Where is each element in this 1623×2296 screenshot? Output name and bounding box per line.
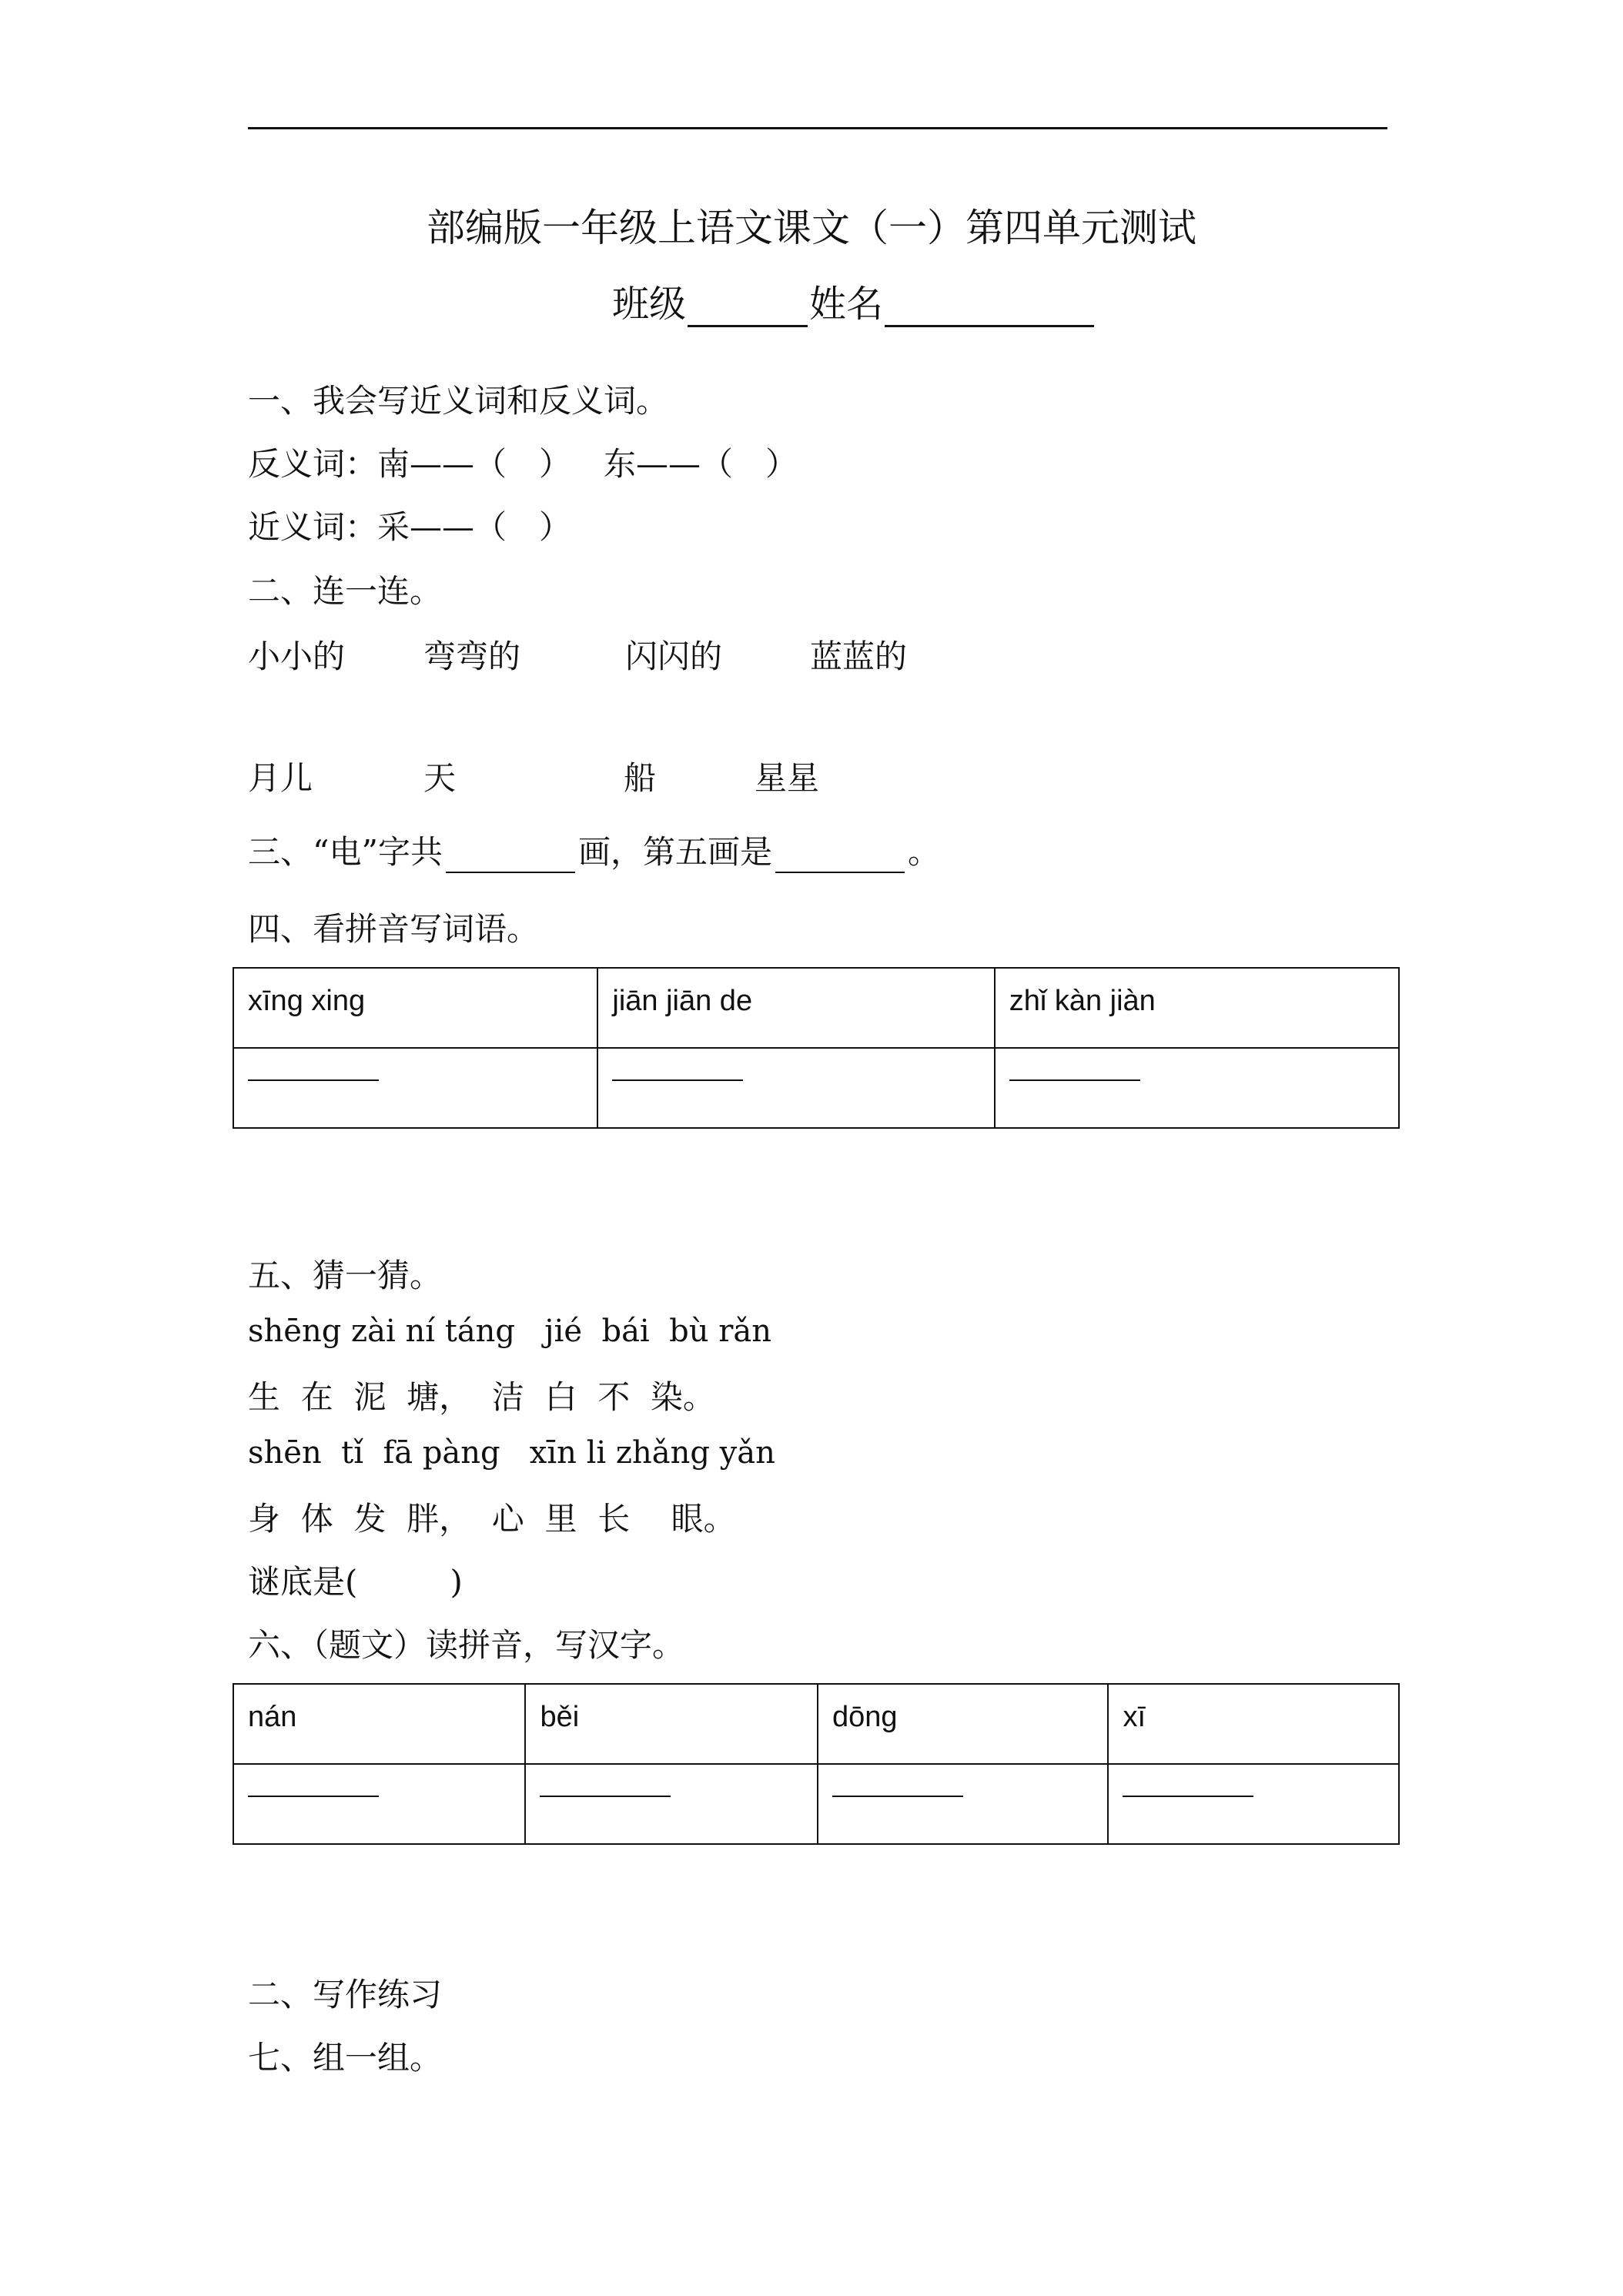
q1-antonym-label: 反义词： <box>248 445 378 483</box>
q4-pinyin: jiān jiān de <box>612 985 753 1017</box>
q1-antonym-item: 东——（ ） <box>604 445 798 483</box>
answer-line <box>248 1079 379 1081</box>
q6-pinyin: xī <box>1123 1701 1146 1733</box>
q4-heading: 四、看拼音写词语。 <box>248 910 540 948</box>
class-name-line <box>612 274 1096 327</box>
answer-line <box>248 1796 379 1797</box>
riddle-pinyin-line: shēn tǐ fā pàng xīn li zhǎng yǎn <box>248 1435 775 1471</box>
q3-line <box>248 827 940 873</box>
riddle-pinyin-line: shēng zài ní táng jié bái bù rǎn <box>248 1314 771 1349</box>
q6-pinyin: běi <box>540 1701 580 1733</box>
q3-suffix: 。 <box>907 833 940 871</box>
header-rule <box>248 127 1387 129</box>
match-word-bottom[interactable]: 月儿 <box>248 759 313 797</box>
answer-line <box>1009 1079 1140 1081</box>
answer-line <box>612 1079 743 1081</box>
q6-answer-cell[interactable] <box>1108 1764 1399 1844</box>
name-blank[interactable] <box>885 283 1094 327</box>
q6-answer-cell[interactable] <box>233 1764 525 1844</box>
answer-line <box>832 1796 963 1797</box>
q6-pinyin-cell <box>525 1684 817 1764</box>
riddle-hanzi-line: 生 在 泥 塘， 洁 白 不 染。 <box>248 1378 715 1416</box>
answer-line <box>1123 1796 1253 1797</box>
q4-pinyin-cell <box>995 968 1399 1048</box>
answer-line <box>540 1796 671 1797</box>
class-blank[interactable] <box>688 283 808 327</box>
match-word-top[interactable]: 弯弯的 <box>423 638 521 675</box>
q4-pinyin: xīng xing <box>248 985 366 1017</box>
q6-heading: 六、（题文）读拼音，写汉字。 <box>248 1626 685 1664</box>
class-label: 班级 <box>612 283 687 326</box>
q4-pinyin-cell <box>597 968 994 1048</box>
match-word-top[interactable]: 小小的 <box>248 638 346 675</box>
q3-middle: 画，第五画是 <box>577 833 772 871</box>
q7-heading: 七、组一组。 <box>248 2039 443 2077</box>
q6-pinyin-cell <box>818 1684 1109 1764</box>
match-word-bottom[interactable]: 船 <box>624 759 657 797</box>
name-label: 姓名 <box>809 283 884 326</box>
page-title: 部编版一年级上语文课文（一）第四单元测试 <box>427 206 1196 250</box>
q6-table <box>233 1683 1400 1845</box>
q1-heading: 一、我会写近义词和反义词。 <box>248 382 669 420</box>
q4-pinyin-cell <box>233 968 597 1048</box>
section-heading: 二、写作练习 <box>248 1976 443 2013</box>
q3-fifth-stroke-blank[interactable] <box>775 838 905 873</box>
q6-pinyin: nán <box>248 1701 297 1733</box>
q1-synonym-item: 采——（ ） <box>377 508 572 546</box>
riddle-hanzi-line: 身 体 发 胖， 心 里 长 眼。 <box>248 1500 736 1538</box>
match-word-bottom[interactable]: 星星 <box>755 759 820 797</box>
q1-synonym-label: 近义词： <box>248 508 378 546</box>
riddle-answer[interactable]: 谜底是( ) <box>248 1563 463 1601</box>
q4-answer-cell[interactable] <box>597 1048 994 1128</box>
q6-pinyin: dōng <box>832 1701 898 1733</box>
q6-answer-cell[interactable] <box>818 1764 1109 1844</box>
q5-heading: 五、猜一猜。 <box>248 1257 443 1294</box>
q6-pinyin-cell <box>233 1684 525 1764</box>
q4-pinyin: zhǐ kàn jiàn <box>1009 985 1156 1017</box>
q3-stroke-count-blank[interactable] <box>446 838 575 873</box>
q4-answer-cell[interactable] <box>233 1048 597 1128</box>
q4-answer-cell[interactable] <box>995 1048 1399 1128</box>
q1-antonym-item: 南——（ ） <box>377 445 572 483</box>
q2-heading: 二、连一连。 <box>248 572 443 610</box>
match-word-top[interactable]: 蓝蓝的 <box>810 638 908 675</box>
q4-table <box>233 967 1400 1129</box>
match-word-top[interactable]: 闪闪的 <box>625 638 723 675</box>
q6-pinyin-cell <box>1108 1684 1399 1764</box>
q3-prefix: 三、“电”字共 <box>248 833 443 871</box>
q6-answer-cell[interactable] <box>525 1764 817 1844</box>
match-word-bottom[interactable]: 天 <box>423 759 457 797</box>
